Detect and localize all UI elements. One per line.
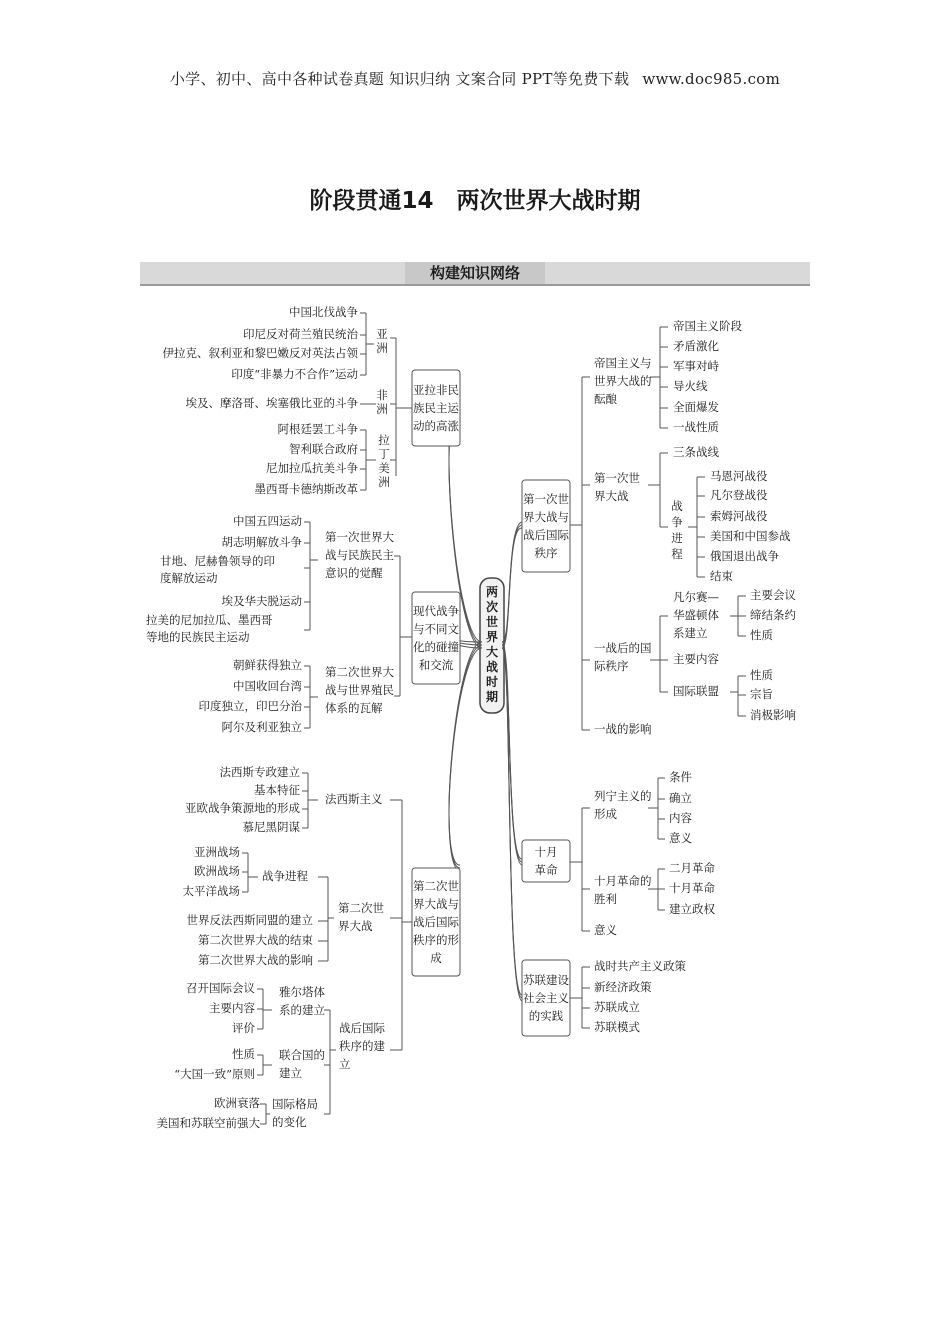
league-item: 消极影响	[750, 708, 796, 722]
africa-item: 埃及、摩洛哥、埃塞俄比亚的斗争	[185, 396, 358, 410]
battle-item: 凡尔登战役	[710, 488, 768, 502]
battlefield-item: 太平洋战场	[182, 884, 240, 898]
leninism-item: 确立	[669, 791, 692, 805]
asia-item: 中国北伐战争	[289, 305, 358, 319]
origin-item: 一战性质	[673, 420, 719, 434]
page-title: 阶段贯通14 两次世界大战时期	[309, 188, 641, 214]
ww2-colonial-item: 中国收回台湾	[233, 679, 302, 693]
asia-label: 亚洲	[376, 327, 388, 355]
box-asia-africa-latin: 亚拉非民族民主运动的高涨	[413, 383, 459, 433]
origin-item: 矛盾激化	[673, 339, 719, 353]
postwar-order-label: 一战后的国际秩序	[594, 641, 652, 673]
battlefield-item: 亚洲战场	[194, 845, 240, 859]
battle-item: 俄国退出战争	[710, 549, 779, 563]
fascism-item: 慕尼黑阴谋	[242, 820, 300, 834]
latin-item: 阿根廷罢工斗争	[277, 422, 358, 436]
vw-system-label: 凡尔赛—华盛顿体系建立	[673, 590, 719, 640]
connector-line	[502, 642, 522, 995]
origin-label: 帝国主义与世界大战的酝酿	[594, 356, 652, 406]
victory-item: 建立政权	[669, 902, 715, 916]
league-item: 宗旨	[750, 687, 773, 701]
leninism-item: 内容	[669, 811, 692, 825]
latin-item: 尼加拉瓜抗美斗争	[266, 461, 358, 475]
ww1-item: 甘地、尼赫鲁领导的印度解放运动	[160, 554, 275, 585]
box-october-revolution: 十月革命	[534, 845, 558, 877]
fascism-label: 法西斯主义	[325, 792, 383, 806]
league-item: 性质	[750, 668, 773, 682]
soviet-item: 新经济政策	[594, 980, 652, 994]
battle-item: 美国和中国参战	[710, 529, 791, 543]
ww1-awakening-label: 第一次世界大战与民族民主意识的觉醒	[325, 530, 394, 580]
center-label: 两次世界大战时期	[485, 585, 499, 704]
vw-item: 缔结条约	[750, 608, 796, 622]
battle-item: 马恩河战役	[710, 469, 768, 483]
battle-item: 索姆河战役	[710, 509, 768, 523]
postwar-order-label: 战后国际秩序的建立	[339, 1021, 385, 1071]
battle-item: 结束	[710, 569, 733, 583]
soviet-item: 战时共产主义政策	[594, 959, 686, 973]
fascism-item: 基本特征	[254, 783, 300, 797]
origin-item: 导火线	[673, 379, 708, 393]
ww2-colonial-item: 印度独立，印巴分治	[198, 699, 302, 713]
yalta-item: 召开国际会议	[186, 981, 255, 995]
origin-item: 全面爆发	[673, 400, 719, 414]
box-modern-war: 现代战争与不同文化的碰撞和交流	[413, 604, 459, 672]
leninism-item: 意义	[669, 831, 692, 845]
main-content-label: 主要内容	[673, 652, 719, 666]
ww1-impact-label: 一战的影响	[594, 722, 652, 736]
un-item: 性质	[232, 1047, 255, 1061]
fascism-item: 亚欧战争策源地的形成	[185, 801, 300, 815]
victory-label: 十月革命的胜利	[594, 874, 652, 906]
victory-item: 十月革命	[669, 881, 715, 895]
pattern-label: 国际格局的变化	[272, 1097, 318, 1129]
asia-item: 印尼反对荷兰殖民统治	[243, 327, 358, 341]
africa-label: 非洲	[376, 388, 388, 416]
ww1-label: 第一次世界大战	[594, 471, 640, 503]
soviet-item: 苏联模式	[594, 1020, 640, 1034]
header-url: www.doc985.com	[642, 70, 781, 88]
origin-item: 军事对峙	[673, 359, 719, 373]
asia-item: 伊拉克、叙利亚和黎巴嫩反对英法占领	[162, 346, 358, 360]
connector-line	[502, 525, 522, 645]
yalta-item: 评价	[232, 1021, 255, 1035]
latin-item: 智利联合政府	[289, 442, 358, 456]
ww1-item: 中国五四运动	[233, 514, 302, 528]
asia-item: 印度“非暴力不合作”运动	[231, 367, 358, 381]
pattern-item: 欧洲衰落	[214, 1096, 260, 1110]
league-label: 国际联盟	[673, 684, 719, 698]
leninism-label: 列宁主义的形成	[594, 789, 652, 821]
origin-item: 帝国主义阶段	[673, 319, 742, 333]
un-label: 联合国的建立	[279, 1048, 325, 1080]
revolution-meaning-label: 意义	[594, 923, 617, 937]
connector-line	[502, 645, 522, 862]
connector-line	[502, 642, 522, 859]
war-progress-label: 战争进程	[262, 869, 308, 883]
war-progress-label: 战争进程	[671, 499, 683, 561]
ww2-item: 第二次世界大战的结束	[198, 933, 313, 947]
ww1-item: 埃及华夫脱运动	[221, 594, 302, 608]
yalta-label: 雅尔塔体系的建立	[279, 985, 325, 1017]
vw-item: 性质	[750, 628, 773, 642]
yalta-item: 主要内容	[209, 1001, 255, 1015]
three-fronts-label: 三条战线	[673, 445, 719, 459]
connector-line	[502, 528, 522, 648]
fascism-item: 法西斯专政建立	[219, 765, 300, 779]
connector-line	[502, 522, 522, 642]
ww1-item: 胡志明解放斗争	[221, 535, 302, 549]
box-ww2-order: 第二次世界大战与战后国际秩序的形成	[413, 879, 459, 965]
connector-line	[502, 648, 522, 1001]
ww2-label: 第二次世界大战	[338, 901, 384, 933]
ww2-colonial-label: 第二次世界大战与世界殖民体系的瓦解	[325, 665, 394, 715]
latin-item: 墨西哥卡德纳斯改革	[254, 482, 358, 496]
ww2-item: 世界反法西斯同盟的建立	[186, 913, 313, 927]
ww2-colonial-item: 阿尔及利亚独立	[221, 720, 302, 734]
leninism-item: 条件	[669, 770, 692, 784]
ww1-item: 拉美的尼加拉瓜、墨西哥等地的民族民主运动	[146, 613, 273, 644]
header-text: 小学、初中、高中各种试卷真题 知识归纳 文案合同 PPT等免费下载	[169, 70, 630, 88]
box-ww1-order: 第一次世界大战与战后国际秩序	[523, 492, 569, 560]
vw-item: 主要会议	[750, 588, 796, 602]
battlefield-item: 欧洲战场	[194, 864, 240, 878]
connector-line	[502, 648, 522, 865]
un-item: “大国一致”原则	[174, 1067, 255, 1081]
victory-item: 二月革命	[669, 861, 715, 875]
ww2-item: 第二次世界大战的影响	[198, 953, 313, 967]
soviet-item: 苏联成立	[594, 1000, 640, 1014]
section-title: 构建知识网络	[405, 262, 545, 284]
box-soviet-practice: 苏联建设社会主义的实践	[523, 973, 569, 1023]
pattern-item: 美国和苏联空前强大	[156, 1116, 260, 1130]
ww2-colonial-item: 朝鲜获得独立	[233, 658, 302, 672]
connector-line	[502, 645, 522, 998]
latin-label: 拉丁美洲	[378, 433, 390, 489]
